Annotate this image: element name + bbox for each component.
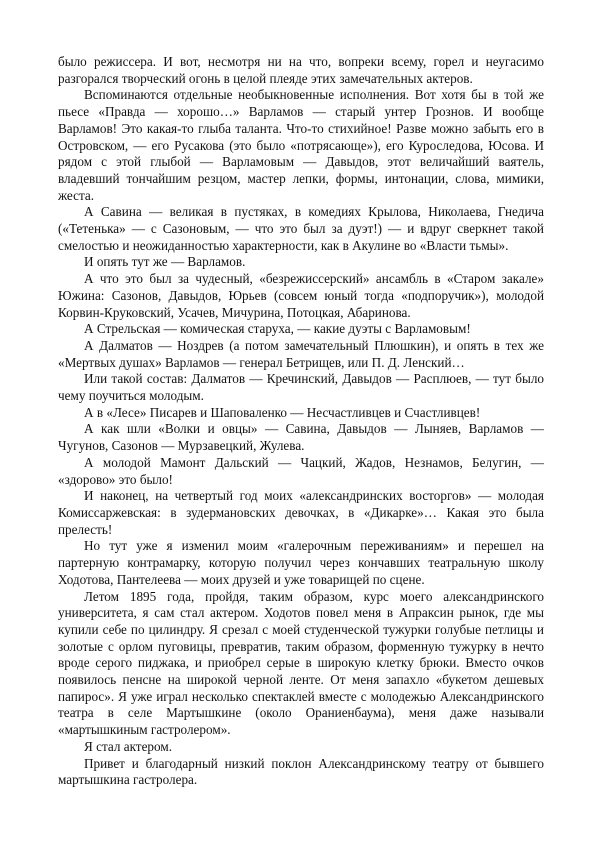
- paragraph-2: Вспоминаются отдельные необыкновенные исполнения. Вот хотя бы в той же пьесе «Правда — хорошо…» Варламов — старый унтер Грознов. И вообще Варламов! Это какая-то глыба таланта. Что-то стихийное! Разве можно забыть его в Островском, — его Русакова (это было «потрясающе»), его Куроследова, Юсова. И рядом с этой глыбой — Варламовым — Давыдов, этот величайший ваятель, владевший тончайшим резцом, мастер лепки, формы, интонации, слова, мимики, жеста.: [58, 87, 544, 203]
- paragraph-4: И опять тут же — Варламов.: [84, 254, 246, 270]
- paragraph-12: И наконец, на четвертый год моих «александринских восторгов» — молодая Комиссаржевская: в зудермановских девочках, в «Дикарке»… Какая это была прелесть!: [58, 488, 544, 537]
- paragraph-9: А в «Лесе» Писарев и Шаповаленко — Несчастливцев и Счастливцев!: [84, 404, 481, 420]
- paragraph-10: А как шли «Волки и овцы» — Савина, Давыдов — Лыняев, Варламов — Чугунов, Сазонов — Мурзавецкий, Жулева.: [58, 421, 544, 454]
- paragraph-3: А Савина — великая в пустяках, в комедиях Крылова, Николаева, Гнедича («Тетенька» — с Сазоновым, — что это был за дуэт!) — и вдруг сверкнет такой смелостью и неожиданностью характерности, как в Акулине во «Власти тьмы».: [58, 204, 544, 253]
- paragraph-13: Но тут уже я изменил моим «галерочным переживаниям» и перешел на партерную контрамарку, которую получил через кончавших театральную школу Ходотова, Пантелеева — моих друзей и уже товарищей по сцене.: [58, 538, 544, 587]
- paragraph-14: Летом 1895 года, пройдя, таким образом, курс моего александринского университета, я сам стал актером. Ходотов повел меня в Апраксин рынок, где мы купили себе по цилиндру. Я срезал с моей студенческой тужурки голубые петлицы и золотые с орлом пуговицы, превратив, таким образом, форменную тужурку в нечто вроде серого пиджака, и приобрел серые в широкую клетку брюки. Вместо очков появилось пенсне на широкой черной ленте. От меня запахло «букетом дешевых папирос». Я уже играл несколько спектаклей вместе с молодежью Александринского театра в селе Мартышкине (около Ораниенбаума), меня даже называли «мартышкиным гастролером».: [58, 588, 544, 738]
- paragraph-16: Привет и благодарный низкий поклон Александринскому театру от бывшего мартышкина гастролера.: [58, 755, 544, 788]
- paragraph-6: А Стрельская — комическая старуха, — какие дуэты с Варламовым!: [84, 321, 471, 337]
- paragraph-8: Или такой состав: Далматов — Кречинский, Давыдов — Расплюев, — тут было чему поучиться молодым.: [58, 371, 544, 404]
- paragraph-5: А что это был за чудесный, «безрежиссерский» ансамбль в «Старом закале» Южина: Сазонов, Давыдов, Юрьев (совсем юный тогда «подпоручик»), молодой Корвин-Круковский, Усачев, Мичурина, Потоцкая, Абаринова.: [58, 271, 544, 320]
- document-page: [58, 54, 544, 789]
- paragraph-11: А молодой Мамонт Дальский — Чацкий, Жадов, Незнамов, Белугин, — «здорово» это было!: [58, 454, 544, 487]
- paragraph-1: было режиссера. И вот, несмотря ни на что, вопреки всему, горел и неугасимо разгорался творческий огонь в целой плеяде этих замечательных актеров.: [58, 54, 544, 86]
- paragraph-7: А Далматов — Ноздрев (а потом замечательный Плюшкин), и опять в тех же «Мертвых душах» Варламов — генерал Бетрищев, или П. Д. Ленский…: [58, 337, 544, 370]
- paragraph-15: Я стал актером.: [84, 738, 172, 754]
